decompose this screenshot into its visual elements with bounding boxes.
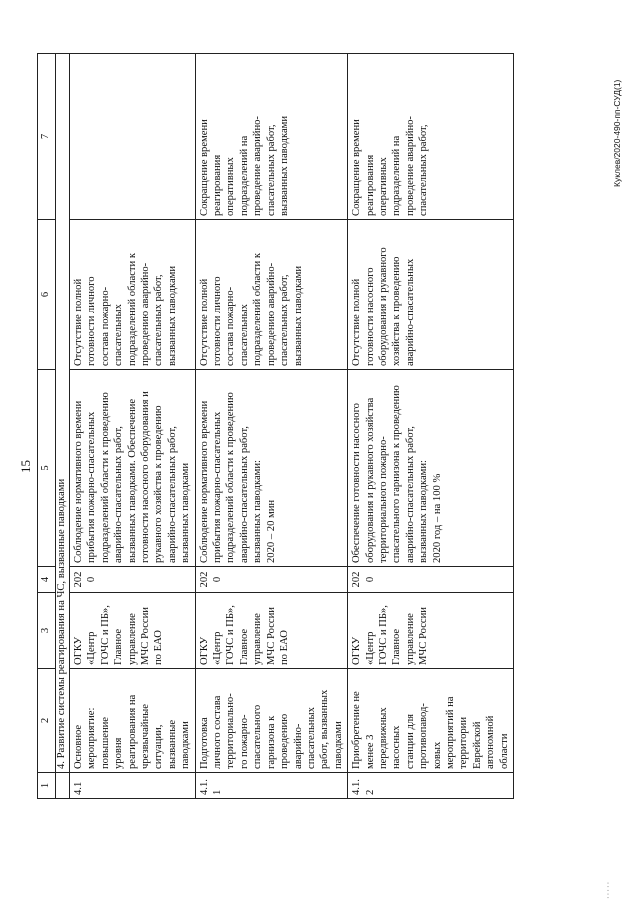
- header-cell-7: 7: [38, 54, 56, 220]
- cell-measure: Основное мероприятие: повышение уровня реагирования на чрезвычайные ситуации, вызванные паводками: [70, 669, 196, 773]
- cell-number: 4.1.1: [195, 773, 347, 799]
- cell-expected-result: Соблюдение нормативного времени прибытия пожарно-спасательных подразделений области к проведению аварийно-спасательных работ, вызванных паводками. Обеспечение готовности насосного оборудования и рукавного хозяйства к проведению аварийно-спасательных работ, вызванных паводками: [70, 370, 196, 567]
- section-row: [56, 54, 70, 799]
- table-row: [195, 54, 347, 799]
- cell-expected-result: Соблюдение нормативного времени прибытия пожарно-спасательных подразделений области к проведению аварийно-спасательных работ, вызванных паводками: 2020 – 20 мин: [195, 370, 347, 567]
- cell-year: 2020: [70, 567, 196, 593]
- cell-indicator-link: [70, 54, 196, 220]
- header-cell-5: 5: [38, 370, 56, 567]
- header-cell-1: 1: [38, 773, 56, 799]
- cell-consequences: Отсутствие полной готовности насосного оборудования и рукавного хозяйства к проведению аварийно-спасательных: [348, 220, 514, 370]
- cell-consequences: Отсутствие полной готовности личного состава пожарно- спасательных подразделений области к проведению аварийно- спасательных работ, вызванных паводками: [70, 220, 196, 370]
- header-cell-6: 6: [38, 220, 56, 370]
- cell-number: 4.1: [70, 773, 196, 799]
- page-number: 15: [18, 460, 33, 473]
- scan-margin-marks: ·····: [604, 880, 613, 899]
- header-cell-3: 3: [38, 593, 56, 669]
- cell-indicator-link: Сокращение времени реагирования оперативных подразделений на проведение аварийно- спасательных работ,: [348, 54, 514, 220]
- cell-indicator-link: Сокращение времени реагирования оперативных подразделений на проведение аварийно- спасательных работ, вызванных паводками: [195, 54, 347, 220]
- cell-executor: ОГКУ «Центр ГОЧС и ПБ», Главное управление МЧС России по ЕАО: [195, 593, 347, 669]
- cell-number: 4.1.2: [348, 773, 514, 799]
- cell-executor: ОГКУ «Центр ГОЧС и ПБ», Главное управление МЧС России по ЕАО: [70, 593, 196, 669]
- cell-year: 2020: [195, 567, 347, 593]
- measures-table: [37, 53, 514, 799]
- cell-expected-result: Обеспечение готовности насосного оборудования и рукавного хозяйства территориального пожарно- спасательного гарнизона к проведению аварийно-спасательных работ, вызванных паводками: 2020 год – на 100 %: [348, 370, 514, 567]
- table-row: [70, 54, 196, 799]
- cell-measure: Приобретение не менее 3 передвижных насосных станции для противопавод- ковых мероприятий на территории Еврейской автономной области: [348, 669, 514, 773]
- cell-year: 2020: [348, 567, 514, 593]
- cell-consequences: Отсутствие полной готовности личного состава пожарно- спасательных подразделений области к проведению аварийно- спасательных работ, вызванных паводками: [195, 220, 347, 370]
- table-row: [348, 54, 514, 799]
- header-row: [38, 54, 56, 799]
- header-cell-4: 4: [38, 567, 56, 593]
- section-blank-cell: [56, 773, 70, 799]
- cell-measure: Подготовка личного состава территориально- го пожарно- спасательного гарнизона к проведению аварийно- спасательных работ, вызванных паводками: [195, 669, 347, 773]
- cell-executor: ОГКУ «Центр ГОЧС и ПБ», Главное управление МЧС России: [348, 593, 514, 669]
- header-cell-2: 2: [38, 669, 56, 773]
- section-title: 4. Развитие системы реагирования на ЧС, вызванные паводками: [56, 54, 70, 773]
- footer-reference: Куклев/2020-490-пп-СУД(1): [612, 79, 622, 187]
